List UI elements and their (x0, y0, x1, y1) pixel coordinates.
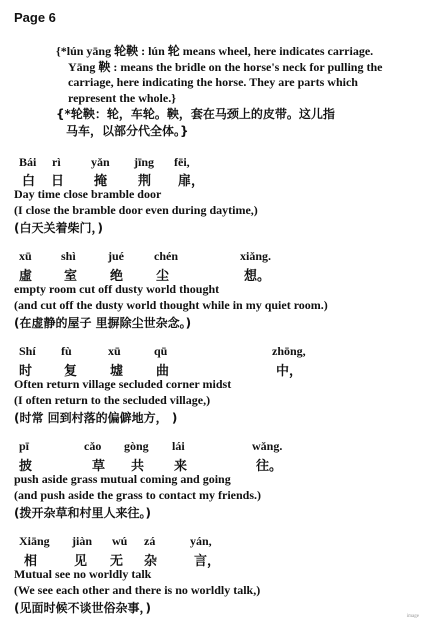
hanzi-char: 尘 (156, 269, 170, 284)
pinyin-row (14, 344, 424, 361)
note-cn-line: 马车，以部分代全体。} (66, 124, 189, 138)
annotation-note-chinese (56, 106, 416, 140)
pinyin-word: gòng (124, 439, 149, 453)
hanzi-char: 曲 (156, 364, 170, 379)
english-translation: (and push aside the grass to contact my friends.) (14, 488, 262, 502)
english-translation: (and cut off the dusty world thought while in my quiet room.) (14, 298, 328, 312)
hanzi-char: 时 (19, 364, 33, 379)
pinyin-word: jiàn (72, 534, 93, 548)
pinyin-word: pī (19, 439, 30, 453)
hanzi-char: 来 (174, 459, 188, 474)
note-line: Yāng 鞅 : means the bridle on the horse's neck for pulling the (68, 59, 383, 74)
chinese-translation: (时常 回到村落的偏僻地方， ) (14, 411, 178, 425)
hanzi-char: 相 (24, 554, 38, 569)
pinyin-row (14, 534, 424, 551)
hanzi-char: 无 (110, 554, 124, 569)
pinyin-word: zá (144, 534, 156, 548)
english-translation: (I often return to the secluded village,) (14, 393, 211, 407)
note-cn-line: {*轮鞅：轮，车轮。鞅，套在马颈上的皮带。这儿指 (56, 107, 335, 121)
corner-mark: image (406, 614, 419, 619)
hanzi-char: 见 (74, 554, 88, 569)
chinese-translation: (在虚静的屋子 里摒除尘世杂念。) (14, 316, 192, 330)
pinyin-word: wú (112, 534, 128, 548)
hanzi-char: 想。 (244, 269, 271, 284)
hanzi-char: 中， (276, 364, 303, 379)
pinyin-word: yǎn (91, 155, 110, 169)
hanzi-char: 复 (64, 364, 78, 379)
gloss-line: Mutual see no worldly talk (14, 567, 152, 581)
pinyin-word: Shí (19, 344, 36, 358)
gloss-line: empty room cut off dusty world thought (14, 282, 220, 296)
annotation-note (56, 44, 416, 106)
note-line: carriage, here indicating the horse. They are parts which (68, 75, 358, 89)
pinyin-word: xū (108, 344, 121, 358)
note-line: {*lún yāng 轮鞅 : lún 轮 means wheel, here indicates carriage. (56, 44, 374, 58)
pinyin-word: qū (154, 344, 168, 358)
pinyin-word: xiǎng. (240, 249, 272, 263)
hanzi-char: 白 (22, 174, 36, 189)
pinyin-word: chén (154, 249, 178, 263)
hanzi-char: 绝 (110, 269, 124, 284)
hanzi-char: 言， (194, 554, 221, 569)
pinyin-word: zhōng, (272, 344, 306, 358)
hanzi-row (14, 360, 424, 377)
english-translation: (We see each other and there is no worldly talk,) (14, 583, 261, 597)
hanzi-char: 墟 (110, 364, 124, 379)
hanzi-char: 室 (64, 269, 78, 284)
note-line: represent the whole.} (68, 90, 176, 105)
pinyin-word: jué (108, 249, 124, 263)
pinyin-row (14, 249, 424, 266)
english-translation: (I close the bramble door even during daytime,) (14, 203, 258, 217)
pinyin-word: cǎo (84, 439, 102, 453)
hanzi-row (14, 550, 424, 567)
hanzi-char: 杂 (144, 554, 158, 569)
chinese-translation: (白天关着柴门，) (14, 221, 103, 235)
hanzi-char: 荆 (138, 174, 152, 189)
pinyin-word: xū (19, 249, 32, 263)
pinyin-word: shì (61, 249, 76, 263)
hanzi-char: 扉， (178, 174, 205, 189)
pinyin-word: lái (172, 439, 185, 453)
hanzi-char: 披 (19, 459, 33, 474)
pinyin-word: Xiāng (19, 534, 50, 548)
pinyin-row (14, 439, 424, 456)
hanzi-char: 共 (131, 459, 145, 474)
hanzi-char: 虛 (19, 269, 33, 284)
gloss-line: push aside grass mutual coming and going (14, 472, 231, 486)
hanzi-char: 草 (92, 459, 106, 474)
pinyin-word: wǎng. (252, 439, 283, 453)
hanzi-char: 掩 (94, 174, 108, 189)
chinese-translation: (见面时候不谈世俗杂事，) (14, 601, 151, 615)
pinyin-word: fù (61, 344, 72, 358)
hanzi-char: 往。 (256, 459, 283, 474)
pinyin-word: jīng (134, 155, 155, 169)
pinyin-word: fēi, (174, 155, 190, 169)
hanzi-row (14, 170, 424, 187)
hanzi-row (14, 265, 424, 282)
gloss-line: Day time close bramble door (14, 187, 162, 201)
pinyin-word: yán, (190, 534, 212, 548)
gloss-line: Often return village secluded corner midst (14, 377, 232, 391)
pinyin-word: Bái (19, 155, 37, 169)
chinese-translation: (拨开杂草和村里人来往。) (14, 506, 151, 520)
hanzi-char: 日 (51, 174, 65, 189)
pinyin-word: rì (52, 155, 61, 169)
page-number: Page 6 (14, 10, 56, 25)
hanzi-row (14, 455, 424, 472)
